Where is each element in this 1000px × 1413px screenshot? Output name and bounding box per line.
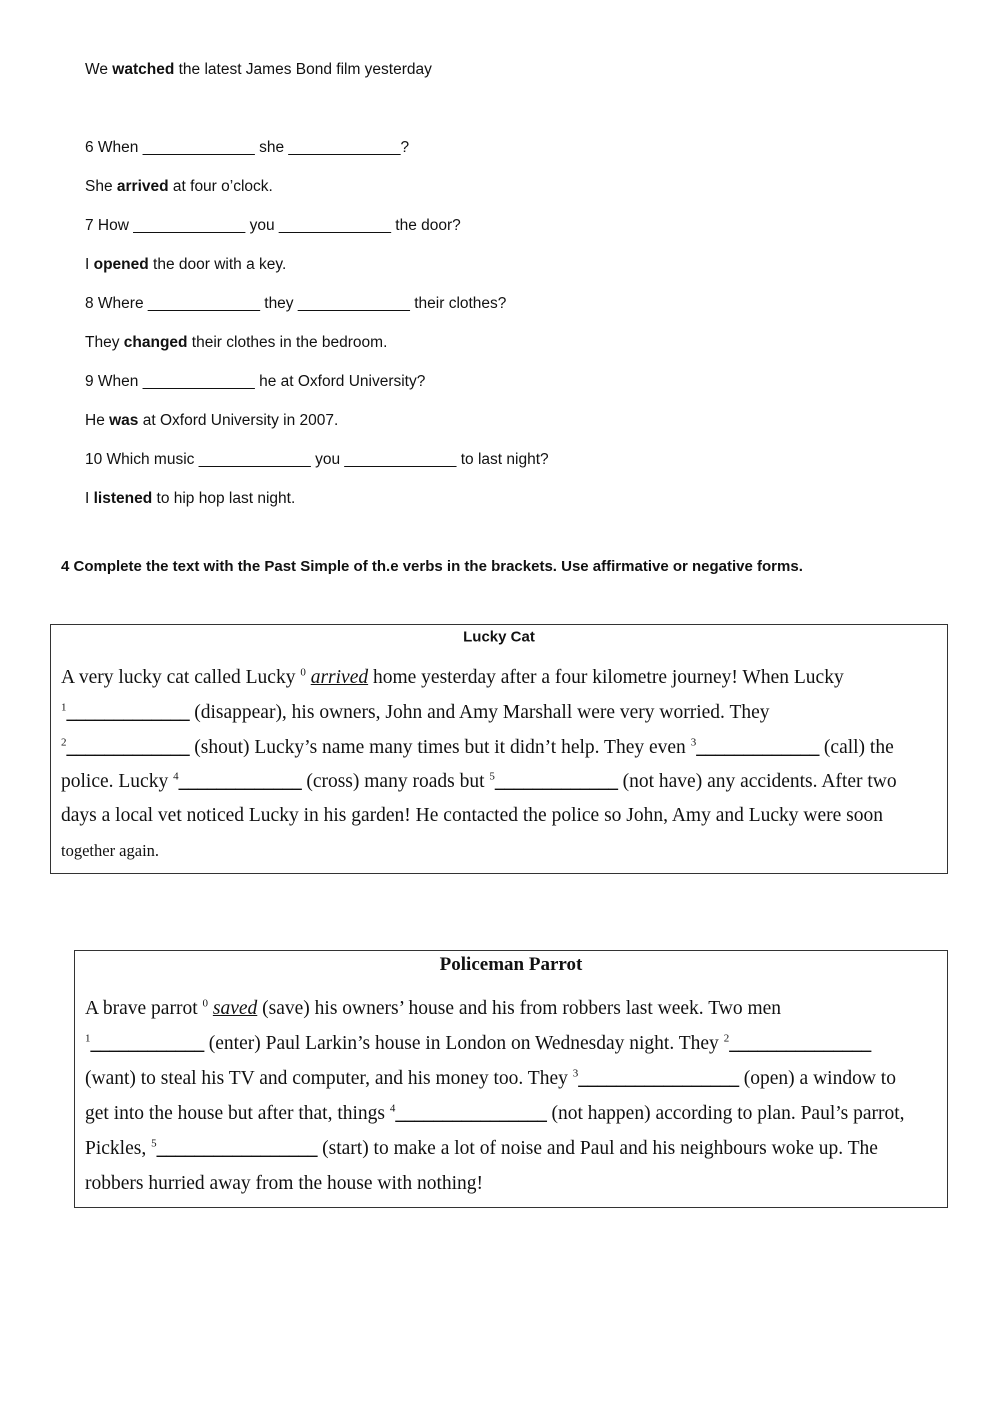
gap-number: 1	[85, 1032, 91, 1045]
text-segment: They	[85, 334, 124, 351]
text-line	[85, 1104, 905, 1124]
answer-10	[85, 489, 295, 509]
bold-verb: changed	[123, 334, 188, 351]
text-segment: 8 Where _____________ they _____________ their clothes?	[85, 295, 507, 312]
text-line	[85, 1174, 483, 1194]
answer-blank[interactable]: _____________	[66, 737, 190, 758]
text-line	[85, 1034, 871, 1054]
text-segment: 9 When _____________ he at Oxford University?	[85, 373, 426, 390]
text-line	[85, 1139, 878, 1159]
gap-number: 4	[173, 770, 179, 783]
text-segment: (not happen) according to plan. Paul’s parrot,	[546, 1103, 905, 1124]
text-line	[61, 668, 844, 688]
text-segment: 10 Which music _____________ you _____________ to last night?	[85, 451, 549, 468]
text-segment: home yesterday after a four kilometre journey! When Lucky	[368, 667, 844, 688]
question-6	[85, 138, 409, 158]
text-segment: 7 How _____________ you _____________ the door?	[85, 217, 461, 234]
text-line	[61, 738, 894, 758]
question-10	[85, 450, 549, 470]
text-segment: He	[85, 412, 110, 429]
text-segment: the door with a key.	[148, 256, 287, 273]
text-segment: (enter) Paul Larkin’s house in London on Wednesday night. They	[203, 1033, 724, 1054]
gap-number: 3	[690, 736, 697, 749]
text-segment: at Oxford University in 2007.	[138, 412, 339, 429]
gap-number: 0	[202, 997, 208, 1010]
answer-7	[85, 255, 286, 275]
text-segment: I	[85, 490, 94, 507]
text-segment: (shout) Lucky’s name many times but it didn’t help. They even	[189, 737, 691, 758]
text-segment: (want) to steal his TV and computer, and his money too. They	[85, 1068, 573, 1089]
policeman-parrot-title: Policeman Parrot	[439, 954, 583, 975]
text-segment: (start) to make a lot of noise and Paul and his neighbours woke up. The	[317, 1138, 878, 1159]
answer-9	[85, 411, 338, 431]
text-segment: the latest James Bond film yesterday	[174, 61, 432, 78]
text-segment: (disappear), his owners, John and Amy Marshall were very worried. They	[189, 702, 770, 723]
text-segment: (cross) many roads but	[301, 771, 490, 792]
example-answer	[85, 60, 432, 80]
text-segment: 6 When _____________ she _____________?	[85, 139, 410, 156]
text-segment: get into the house but after that, things	[85, 1103, 390, 1124]
question-9	[85, 372, 425, 392]
bold-verb: was	[109, 412, 139, 429]
question-7	[85, 216, 461, 236]
answer-6	[85, 177, 273, 197]
bold-verb: arrived	[116, 178, 169, 195]
answer-blank[interactable]: ________________	[395, 1103, 547, 1124]
answer-8	[85, 333, 387, 353]
text-line	[85, 999, 781, 1019]
text-segment: (call) the	[819, 737, 894, 758]
gap-number: 5	[489, 770, 495, 783]
answer-blank[interactable]: ____________	[90, 1033, 204, 1054]
gap-number: 4	[389, 1102, 396, 1115]
lucky-cat-title: Lucky Cat	[463, 628, 535, 646]
bold-verb: opened	[93, 256, 149, 273]
text-segment: A very lucky cat called Lucky	[61, 667, 301, 688]
answer-blank[interactable]: _____________	[178, 771, 302, 792]
text-segment: Pickles,	[85, 1138, 152, 1159]
answer-blank[interactable]: _______________	[729, 1033, 871, 1054]
answer-blank[interactable]: _________________	[578, 1068, 739, 1089]
text-segment: A brave parrot	[85, 998, 203, 1019]
text-segment: We	[85, 61, 113, 78]
gap-number: 2	[723, 1032, 730, 1045]
text-segment: days a local vet noticed Lucky in his garden! He contacted the police so John, Amy and Lucky were soon	[61, 805, 884, 826]
gap-number: 5	[151, 1137, 157, 1150]
text-line	[61, 703, 770, 723]
example-answer: arrived	[310, 667, 369, 688]
lucky-cat-box	[50, 624, 948, 874]
text-segment: I	[85, 256, 94, 273]
text-line	[61, 772, 897, 792]
text-segment: (save) his owners’ house and his from robbers last week. Two men	[257, 998, 782, 1019]
answer-blank[interactable]: _____________	[66, 702, 190, 723]
bold-verb: watched	[112, 61, 175, 78]
answer-blank[interactable]: _________________	[156, 1138, 318, 1159]
exercise-4-heading: 4 Complete the text with the Past Simple of th.e verbs in the brackets. Use affirmative or negative forms.	[61, 558, 803, 575]
answer-blank[interactable]: _____________	[494, 771, 618, 792]
text-segment: (open) a window to	[738, 1068, 896, 1089]
gap-number: 1	[61, 701, 67, 714]
text-segment: police. Lucky	[61, 771, 174, 792]
example-answer: saved	[212, 998, 258, 1019]
text-line	[85, 1069, 896, 1089]
text-line	[61, 841, 159, 861]
text-segment: together again.	[61, 841, 160, 860]
gap-number: 2	[61, 736, 67, 749]
text-segment: to hip hop last night.	[152, 490, 296, 507]
text-segment: robbers hurried away from the house with nothing!	[85, 1173, 484, 1194]
question-8	[85, 294, 506, 314]
text-line	[61, 806, 883, 826]
gap-number: 0	[300, 666, 306, 679]
answer-blank[interactable]: _____________	[696, 737, 820, 758]
text-segment: at four o’clock.	[168, 178, 273, 195]
text-segment: She	[85, 178, 117, 195]
bold-verb: listened	[93, 490, 153, 507]
text-segment: their clothes in the bedroom.	[187, 334, 388, 351]
gap-number: 3	[572, 1067, 579, 1080]
text-segment: (not have) any accidents. After two	[617, 771, 897, 792]
policeman-parrot-box	[74, 950, 948, 1208]
